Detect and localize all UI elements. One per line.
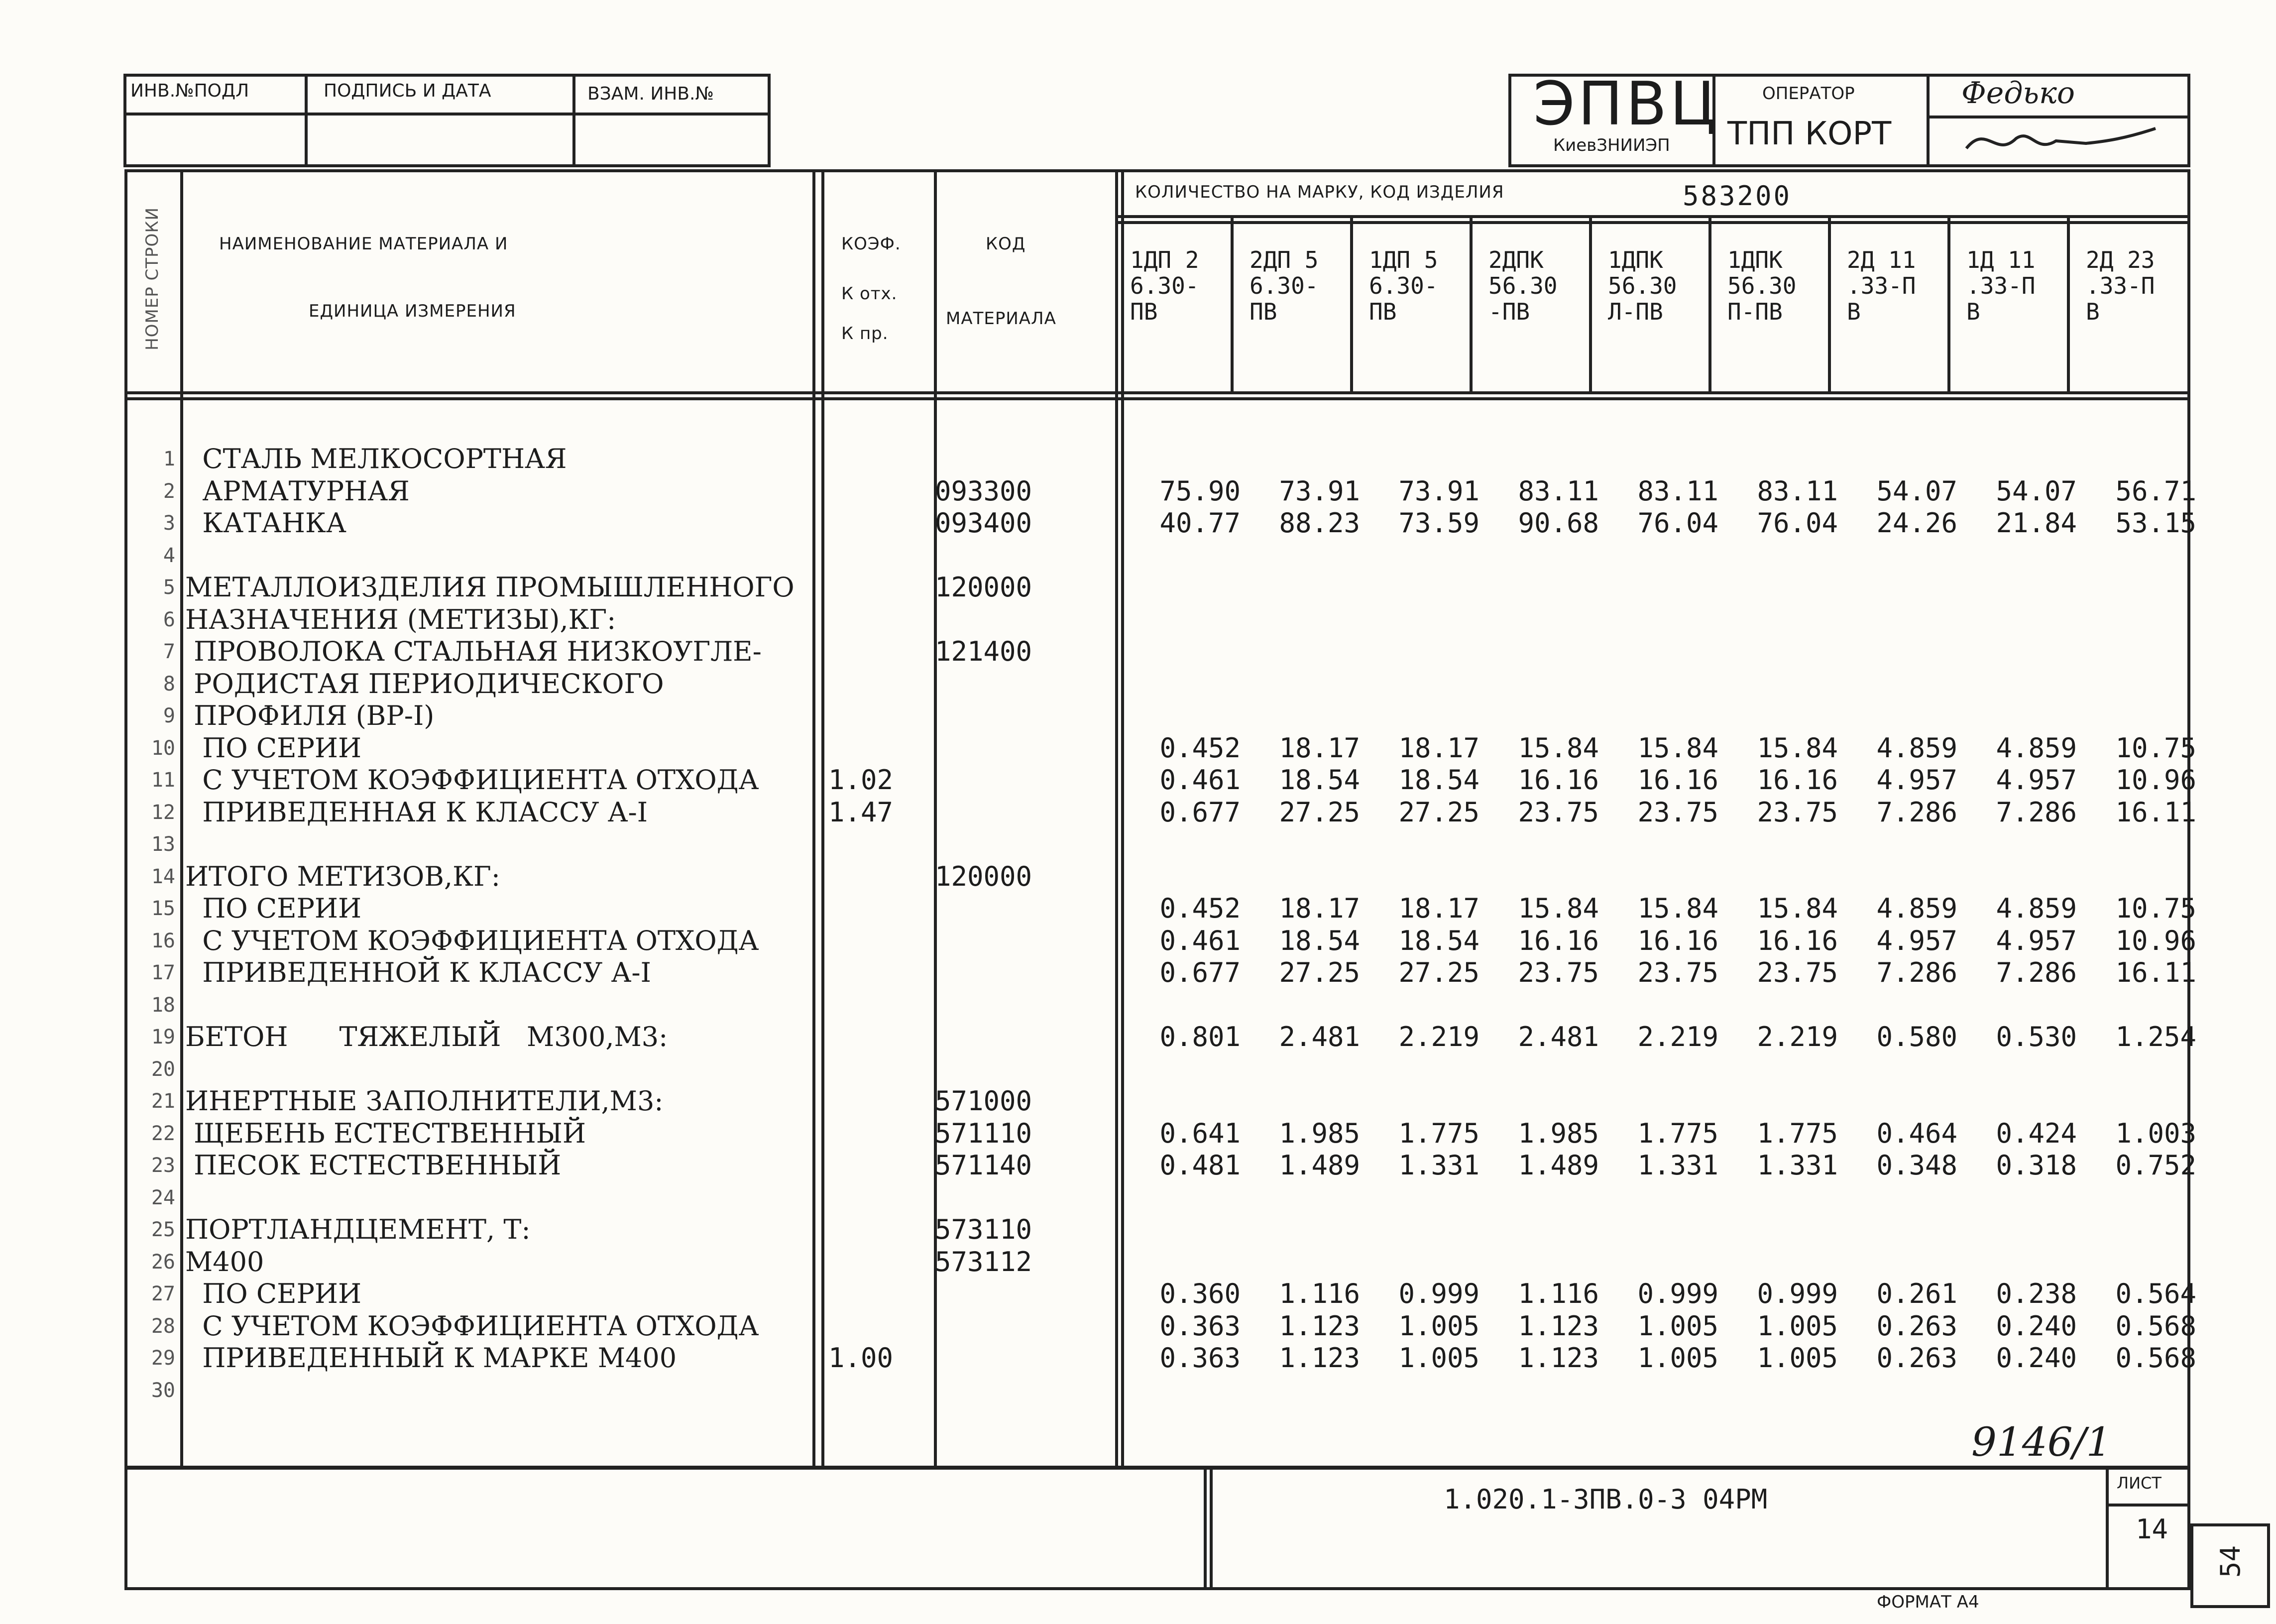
quantity-cell: 0.452 [1159, 893, 1241, 924]
material-name: ПРИВЕДЕННОЙ К КЛАССУ А-I [185, 957, 651, 988]
quantity-cell: 0.999 [1757, 1278, 1838, 1309]
quantity-cell: 0.360 [1159, 1278, 1241, 1309]
quantity-cell: 73.59 [1398, 507, 1479, 539]
quantity-cell: 0.263 [1876, 1342, 1957, 1374]
quantity-cell: 0.564 [2115, 1278, 2196, 1309]
quantity-cell: 4.957 [1876, 764, 1957, 796]
row-number: 20 [151, 1057, 175, 1081]
quantity-cell: 0.641 [1159, 1117, 1241, 1149]
quantity-cell: 16.16 [1757, 764, 1838, 796]
quantity-cell: 1.775 [1757, 1117, 1838, 1149]
header-coef-2: К отх. [841, 284, 898, 304]
row-number: 10 [151, 736, 175, 760]
material-code: 571000 [935, 1085, 1032, 1117]
quantity-cell: 7.286 [1996, 796, 2077, 828]
header-coef-1: КОЭФ. [841, 234, 901, 254]
mark-header: 2ДПК 56.30 -ПВ [1488, 246, 1558, 325]
material-code: 573112 [935, 1246, 1032, 1277]
quantity-cell: 0.348 [1876, 1150, 1957, 1181]
quantity-cell: 10.75 [2115, 732, 2196, 764]
quantity-cell: 24.26 [1876, 507, 1957, 539]
row-number: 6 [163, 608, 175, 631]
quantity-cell: 18.17 [1398, 893, 1479, 924]
quantity-cell: 0.464 [1876, 1117, 1957, 1149]
product-code: 583200 [1683, 180, 1792, 212]
quantity-cell: 73.91 [1279, 475, 1360, 507]
quantity-cell: 0.752 [2115, 1150, 2196, 1181]
quantity-cell: 1.489 [1279, 1150, 1360, 1181]
quantity-cell: 0.677 [1159, 796, 1241, 828]
material-code: 120000 [935, 572, 1032, 603]
quantity-cell: 1.005 [1637, 1310, 1718, 1342]
sheet-label: ЛИСТ [2117, 1474, 2162, 1493]
material-code: 121400 [935, 636, 1032, 667]
quantity-cell: 83.11 [1518, 475, 1599, 507]
material-name: ИНЕРТНЫЕ ЗАПОЛНИТЕЛИ,М3: [185, 1085, 664, 1117]
quantity-cell: 0.261 [1876, 1278, 1957, 1309]
row-number: 24 [151, 1186, 175, 1209]
quantity-cell: 54.07 [1996, 475, 2077, 507]
row-number: 3 [163, 512, 175, 535]
quantity-cell: 16.11 [2115, 957, 2196, 988]
row-number: 13 [151, 833, 175, 856]
quantity-cell: 53.15 [2115, 507, 2196, 539]
coefficient: 1.00 [828, 1342, 894, 1374]
material-name: КАТАНКА [185, 507, 346, 539]
quantity-cell: 4.859 [1996, 893, 2077, 924]
mark-header: 2ДП 5 6.30- ПВ [1250, 246, 1319, 325]
quantity-cell: 0.568 [2115, 1342, 2196, 1374]
row-number: 25 [151, 1218, 175, 1241]
quantity-cell: 76.04 [1637, 507, 1718, 539]
quantity-cell: 0.424 [1996, 1117, 2077, 1149]
quantity-cell: 1.489 [1518, 1150, 1599, 1181]
quantity-cell: 16.16 [1757, 925, 1838, 956]
quantity-cell: 1.254 [2115, 1021, 2196, 1052]
quantity-cell: 75.90 [1159, 475, 1241, 507]
margin-number: 54 [2215, 1545, 2247, 1578]
quantity-cell: 1.123 [1518, 1310, 1599, 1342]
operator-label: ОПЕРАТОР [1762, 84, 1855, 104]
quantity-cell: 0.240 [1996, 1310, 2077, 1342]
quantity-cell: 18.54 [1279, 764, 1360, 796]
quantity-cell: 1.985 [1518, 1117, 1599, 1149]
row-number: 29 [151, 1347, 175, 1370]
quantity-cell: 1.331 [1757, 1150, 1838, 1181]
quantity-cell: 1.775 [1637, 1117, 1718, 1149]
quantity-cell: 4.957 [1876, 925, 1957, 956]
quantity-cell: 1.331 [1637, 1150, 1718, 1181]
quantity-cell: 0.452 [1159, 732, 1241, 764]
header-material-2: ЕДИНИЦА ИЗМЕРЕНИЯ [309, 301, 516, 321]
header-code-2: МАТЕРИАЛА [946, 309, 1056, 329]
material-name: ПРИВЕДЕННЫЙ К МАРКЕ М400 [185, 1342, 677, 1374]
quantity-cell: 23.75 [1637, 796, 1718, 828]
row-number: 1 [163, 448, 175, 470]
material-name: ПО СЕРИИ [185, 893, 362, 924]
quantity-cell: 4.859 [1996, 732, 2077, 764]
quantity-cell: 2.219 [1757, 1021, 1838, 1052]
quantity-cell: 0.263 [1876, 1310, 1957, 1342]
quantity-cell: 1.005 [1637, 1342, 1718, 1374]
material-name: ИТОГО МЕТИЗОВ,КГ: [185, 860, 500, 892]
quantity-cell: 0.801 [1159, 1021, 1241, 1052]
quantity-cell: 21.84 [1996, 507, 2077, 539]
quantity-cell: 90.68 [1518, 507, 1599, 539]
quantity-cell: 10.75 [2115, 893, 2196, 924]
coefficient: 1.47 [828, 796, 894, 828]
quantity-cell: 1.005 [1757, 1310, 1838, 1342]
row-number: 15 [151, 897, 175, 920]
quantity-cell: 0.677 [1159, 957, 1241, 988]
quantity-cell: 1.005 [1757, 1342, 1838, 1374]
header-material-1: НАИМЕНОВАНИЕ МАТЕРИАЛА И [219, 234, 508, 254]
quantity-cell: 10.96 [2115, 925, 2196, 956]
header-coef-3: К пр. [841, 324, 889, 344]
header-qty-label: КОЛИЧЕСТВО НА МАРКУ, КОД ИЗДЕЛИЯ [1135, 182, 1504, 202]
material-name: МЕТАЛЛОИЗДЕЛИЯ ПРОМЫШЛЕННОГО [185, 572, 795, 603]
quantity-cell: 16.16 [1637, 925, 1718, 956]
row-number: 21 [151, 1090, 175, 1113]
quantity-cell: 2.481 [1279, 1021, 1360, 1052]
material-name: БЕТОН ТЯЖЕЛЫЙ М300,М3: [185, 1021, 668, 1052]
material-name: НАЗНАЧЕНИЯ (МЕТИЗЫ),КГ: [185, 603, 616, 635]
quantity-cell: 16.16 [1518, 925, 1599, 956]
quantity-cell: 15.84 [1637, 893, 1718, 924]
quantity-cell: 0.461 [1159, 764, 1241, 796]
quantity-cell: 0.568 [2115, 1310, 2196, 1342]
org-subtitle: КиевЗНИИЭП [1553, 135, 1670, 155]
sheet-number: 14 [2136, 1513, 2168, 1545]
quantity-cell: 18.54 [1398, 925, 1479, 956]
quantity-cell: 16.16 [1518, 764, 1599, 796]
quantity-cell: 4.957 [1996, 764, 2077, 796]
coefficient: 1.02 [828, 764, 894, 796]
bottom-block [124, 1466, 2190, 1590]
quantity-cell: 15.84 [1757, 893, 1838, 924]
quantity-cell: 40.77 [1159, 507, 1241, 539]
quantity-cell: 27.25 [1398, 957, 1479, 988]
quantity-cell: 0.530 [1996, 1021, 2077, 1052]
material-name: РОДИСТАЯ ПЕРИОДИЧЕСКОГО [185, 668, 664, 699]
mark-header: 1ДПК 56.30 П-ПВ [1727, 246, 1797, 325]
quantity-cell: 1.005 [1398, 1310, 1479, 1342]
mark-header: 1ДП 2 6.30- ПВ [1130, 246, 1199, 325]
quantity-cell: 4.859 [1876, 893, 1957, 924]
row-number: 22 [151, 1122, 175, 1145]
quantity-cell: 1.116 [1279, 1278, 1360, 1309]
quantity-cell: 2.481 [1518, 1021, 1599, 1052]
quantity-cell: 27.25 [1279, 796, 1360, 828]
quantity-cell: 18.54 [1398, 764, 1479, 796]
operator-name: Федько [1961, 76, 2075, 111]
quantity-cell: 2.219 [1637, 1021, 1718, 1052]
material-code: 571140 [935, 1150, 1032, 1181]
quantity-cell: 15.84 [1518, 732, 1599, 764]
header-row-number: НОМЕР СТРОКИ [142, 207, 162, 350]
quantity-cell: 73.91 [1398, 475, 1479, 507]
row-number: 7 [163, 640, 175, 663]
quantity-cell: 18.17 [1279, 893, 1360, 924]
quantity-cell: 18.17 [1279, 732, 1360, 764]
quantity-cell: 10.96 [2115, 764, 2196, 796]
material-name: С УЧЕТОМ КОЭФФИЦИЕНТА ОТХОДА [185, 764, 759, 796]
quantity-cell: 0.363 [1159, 1342, 1241, 1374]
mark-header: 2Д 23 .33-П В [2086, 246, 2155, 325]
org-name: ЭПВЦ [1533, 70, 1719, 139]
quantity-cell: 76.04 [1757, 507, 1838, 539]
quantity-cell: 1.003 [2115, 1117, 2196, 1149]
stamp-inv-podl: ИНВ.№ПОДЛ [130, 81, 249, 101]
quantity-cell: 83.11 [1637, 475, 1718, 507]
stamp-signature-date: ПОДПИСЬ И ДАТА [324, 81, 491, 101]
quantity-cell: 0.999 [1398, 1278, 1479, 1309]
quantity-cell: 1.775 [1398, 1117, 1479, 1149]
quantity-cell: 1.331 [1398, 1150, 1479, 1181]
quantity-cell: 88.23 [1279, 507, 1360, 539]
row-number: 11 [151, 769, 175, 792]
row-number: 19 [151, 1026, 175, 1048]
row-number: 23 [151, 1154, 175, 1177]
material-name: СТАЛЬ МЕЛКОСОРТНАЯ [185, 443, 567, 474]
material-code: 093400 [935, 507, 1032, 539]
quantity-cell: 16.16 [1637, 764, 1718, 796]
dept-name: ТПП КОРТ [1727, 116, 1892, 152]
quantity-cell: 1.123 [1518, 1342, 1599, 1374]
quantity-cell: 27.25 [1398, 796, 1479, 828]
quantity-cell: 16.11 [2115, 796, 2196, 828]
quantity-cell: 4.957 [1996, 925, 2077, 956]
quantity-cell: 7.286 [1876, 796, 1957, 828]
row-number: 17 [151, 961, 175, 984]
quantity-cell: 83.11 [1757, 475, 1838, 507]
quantity-cell: 23.75 [1518, 796, 1599, 828]
material-name: ПО СЕРИИ [185, 732, 362, 764]
row-number: 27 [151, 1282, 175, 1305]
quantity-cell: 1.116 [1518, 1278, 1599, 1309]
quantity-cell: 7.286 [1876, 957, 1957, 988]
quantity-cell: 54.07 [1876, 475, 1957, 507]
quantity-cell: 0.481 [1159, 1150, 1241, 1181]
quantity-cell: 1.005 [1398, 1342, 1479, 1374]
mark-header: 1ДП 5 6.30- ПВ [1369, 246, 1438, 325]
quantity-cell: 56.71 [2115, 475, 2196, 507]
quantity-cell: 0.240 [1996, 1342, 2077, 1374]
quantity-cell: 23.75 [1757, 957, 1838, 988]
quantity-cell: 4.859 [1876, 732, 1957, 764]
material-name: ПРИВЕДЕННАЯ К КЛАССУ А-I [185, 796, 648, 828]
material-name: С УЧЕТОМ КОЭФФИЦИЕНТА ОТХОДА [185, 925, 759, 956]
row-number: 4 [163, 544, 175, 567]
row-number: 26 [151, 1250, 175, 1274]
row-number: 14 [151, 865, 175, 888]
quantity-cell: 18.54 [1279, 925, 1360, 956]
row-number: 5 [163, 576, 175, 599]
row-number: 16 [151, 929, 175, 952]
material-code: 571110 [935, 1117, 1032, 1149]
row-number: 18 [151, 993, 175, 1017]
row-number: 9 [163, 704, 175, 727]
quantity-cell: 7.286 [1996, 957, 2077, 988]
material-name: С УЧЕТОМ КОЭФФИЦИЕНТА ОТХОДА [185, 1310, 759, 1342]
mark-header: 1Д 11 .33-П В [1966, 246, 2036, 325]
row-number: 8 [163, 672, 175, 696]
quantity-cell: 0.363 [1159, 1310, 1241, 1342]
quantity-cell: 23.75 [1518, 957, 1599, 988]
mark-header: 2Д 11 .33-П В [1847, 246, 1916, 325]
quantity-cell: 27.25 [1279, 957, 1360, 988]
quantity-cell: 1.123 [1279, 1310, 1360, 1342]
quantity-cell: 15.84 [1637, 732, 1718, 764]
row-number: 30 [151, 1379, 175, 1402]
quantity-cell: 15.84 [1518, 893, 1599, 924]
material-name: ЩЕБЕНЬ ЕСТЕСТВЕННЫЙ [185, 1117, 586, 1149]
quantity-cell: 0.461 [1159, 925, 1241, 956]
row-number: 12 [151, 801, 175, 824]
mark-header: 1ДПК 56.30 Л-ПВ [1608, 246, 1677, 325]
operator-signature [1956, 118, 2165, 163]
row-number: 2 [163, 479, 175, 503]
material-code: 093300 [935, 475, 1032, 507]
quantity-cell: 23.75 [1637, 957, 1718, 988]
quantity-cell: 23.75 [1757, 796, 1838, 828]
material-name: М400 [185, 1246, 264, 1277]
quantity-cell: 1.123 [1279, 1342, 1360, 1374]
material-name: ПО СЕРИИ [185, 1278, 362, 1309]
quantity-cell: 0.999 [1637, 1278, 1718, 1309]
row-number: 28 [151, 1314, 175, 1338]
stamp-vzam-inv: ВЗАМ. ИНВ.№ [587, 84, 714, 104]
material-code: 573110 [935, 1214, 1032, 1245]
header-code-1: КОД [986, 234, 1026, 254]
quantity-cell: 2.219 [1398, 1021, 1479, 1052]
quantity-cell: 18.17 [1398, 732, 1479, 764]
material-name: ПРОВОЛОКА СТАЛЬНАЯ НИЗКОУГЛЕ- [185, 636, 762, 667]
material-code: 120000 [935, 860, 1032, 892]
doc-code: 1.020.1-3ПВ.0-3 04РМ [1444, 1484, 1768, 1515]
quantity-cell: 0.580 [1876, 1021, 1957, 1052]
quantity-cell: 15.84 [1757, 732, 1838, 764]
format-label: ФОРМАТ А4 [1877, 1592, 1979, 1612]
handwritten-ref: 9146/1 [1971, 1419, 2112, 1465]
material-name: ПОРТЛАНДЦЕМЕНТ, Т: [185, 1214, 531, 1245]
quantity-cell: 0.318 [1996, 1150, 2077, 1181]
material-name: ПРОФИЛЯ (ВР-I) [185, 700, 435, 731]
material-name: ПЕСОК ЕСТЕСТВЕННЫЙ [185, 1150, 562, 1181]
quantity-cell: 1.985 [1279, 1117, 1360, 1149]
material-name: АРМАТУРНАЯ [185, 475, 410, 507]
quantity-cell: 0.238 [1996, 1278, 2077, 1309]
